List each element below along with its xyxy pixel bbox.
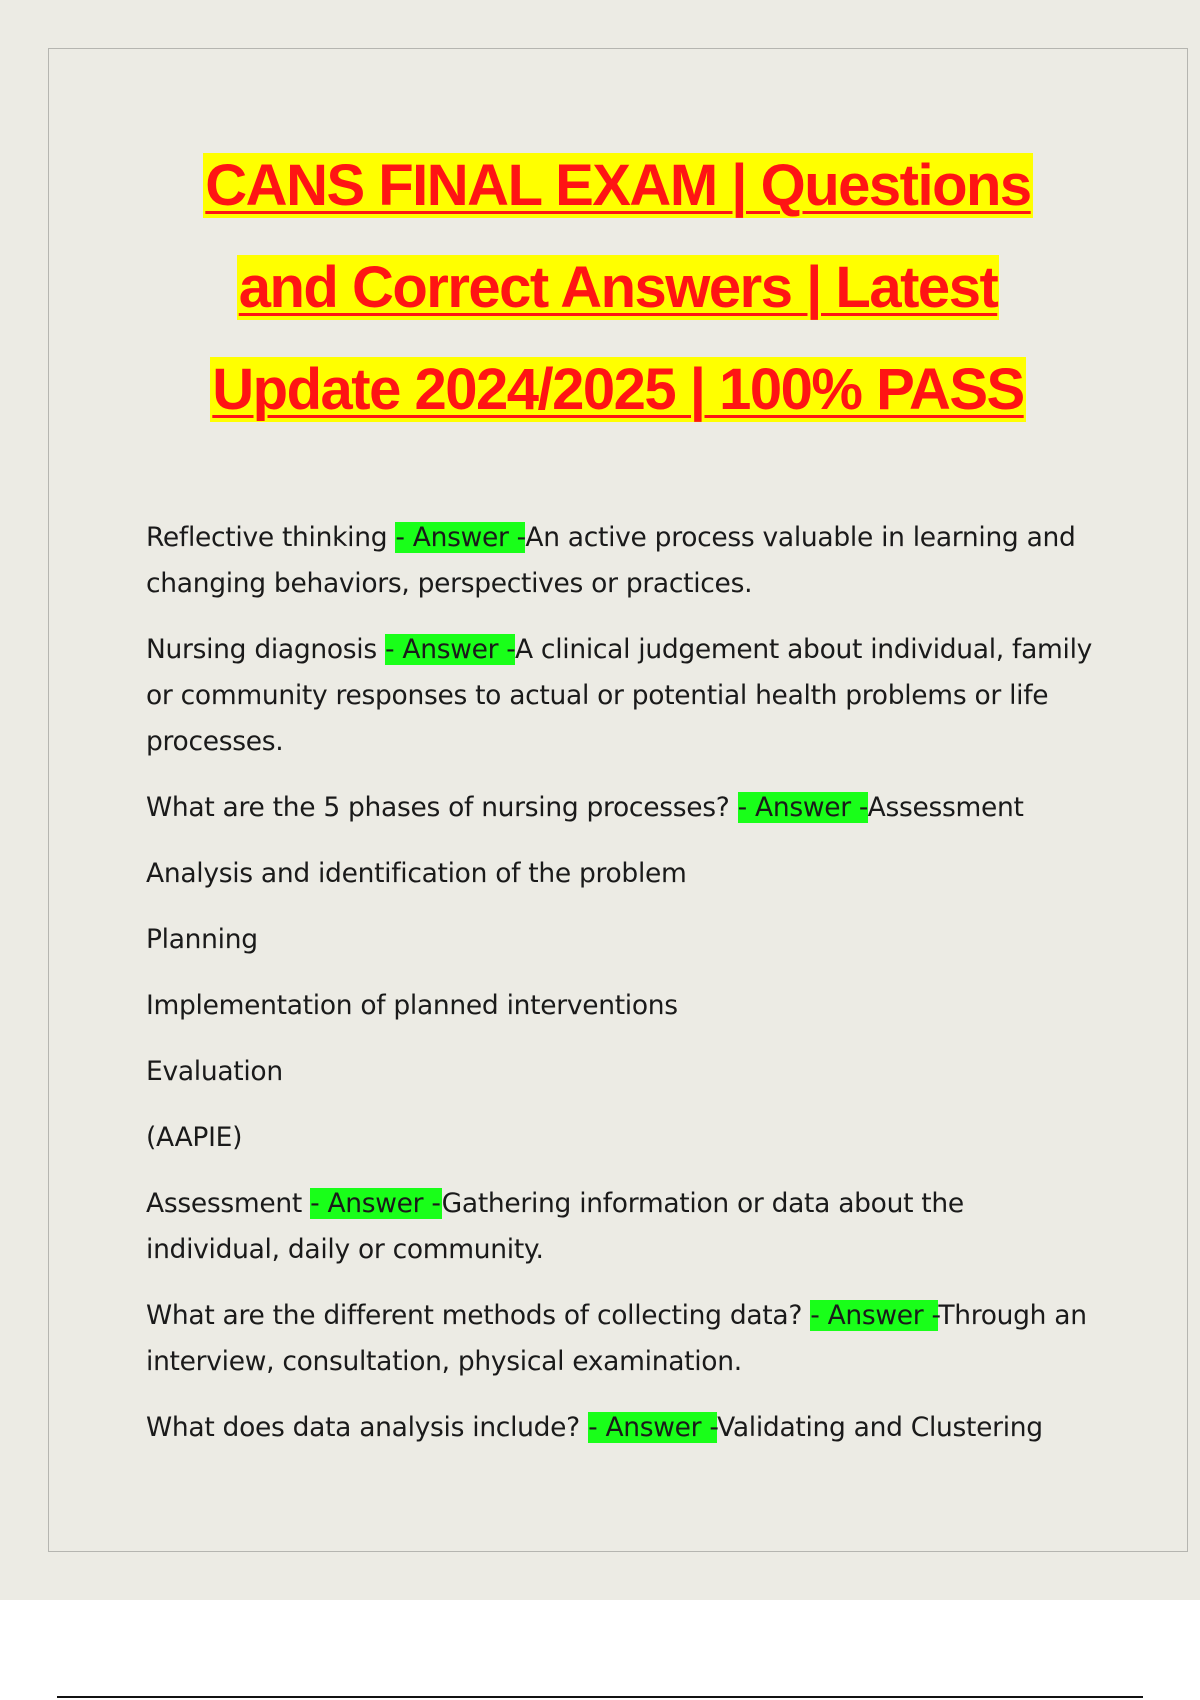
list-line: Planning — [146, 924, 258, 955]
answer-marker: - Answer - — [395, 522, 526, 553]
question-term: What does data analysis include? — [146, 1412, 589, 1443]
answer-marker: - Answer - — [810, 1300, 939, 1331]
qa-entry — [146, 785, 1096, 831]
list-line: Evaluation — [146, 1056, 283, 1087]
title-line: Update 2024/2025 | 100% PASS — [212, 357, 1024, 422]
answer-marker: - Answer - — [384, 634, 515, 665]
document-body — [146, 515, 1096, 1471]
answer-marker: - Answer - — [310, 1188, 442, 1219]
list-line: Implementation of planned interventions — [146, 990, 678, 1021]
qa-entry — [146, 515, 1096, 607]
question-term: What are the 5 phases of nursing processes? — [146, 792, 738, 823]
question-term: Nursing diagnosis — [146, 634, 385, 665]
document-title — [48, 135, 1188, 441]
list-line: (AAPIE) — [146, 1122, 243, 1153]
question-term: Assessment — [146, 1188, 311, 1219]
answer-text: Assessment — [867, 792, 1024, 823]
title-line: and Correct Answers | Latest — [238, 255, 998, 320]
answer-text: An active process valuable in learning and changing behaviors, perspectives or practices. — [146, 522, 1076, 599]
footer-divider — [57, 1696, 1143, 1698]
qa-entry — [146, 627, 1096, 765]
question-term: What are the different methods of collecting data? — [146, 1300, 811, 1331]
question-term: Reflective thinking — [146, 522, 396, 553]
list-line: Analysis and identification of the problem — [146, 858, 687, 889]
answer-text: Validating and Clustering — [717, 1412, 1043, 1443]
answer-text: Through an interview, consultation, physical examination. — [146, 1300, 1087, 1377]
qa-entry — [146, 1293, 1096, 1385]
title-line: CANS FINAL EXAM | Questions — [205, 153, 1031, 218]
qa-entry — [146, 1405, 1096, 1451]
answer-text: Gathering information or data about the individual, daily or community. — [146, 1188, 964, 1265]
answer-marker: - Answer - — [588, 1412, 718, 1443]
answer-marker: - Answer - — [737, 792, 868, 823]
qa-entry — [146, 1181, 1096, 1273]
answer-text: A clinical judgement about individual, family or community responses to actual or potential health problems or life processes. — [146, 634, 1093, 757]
